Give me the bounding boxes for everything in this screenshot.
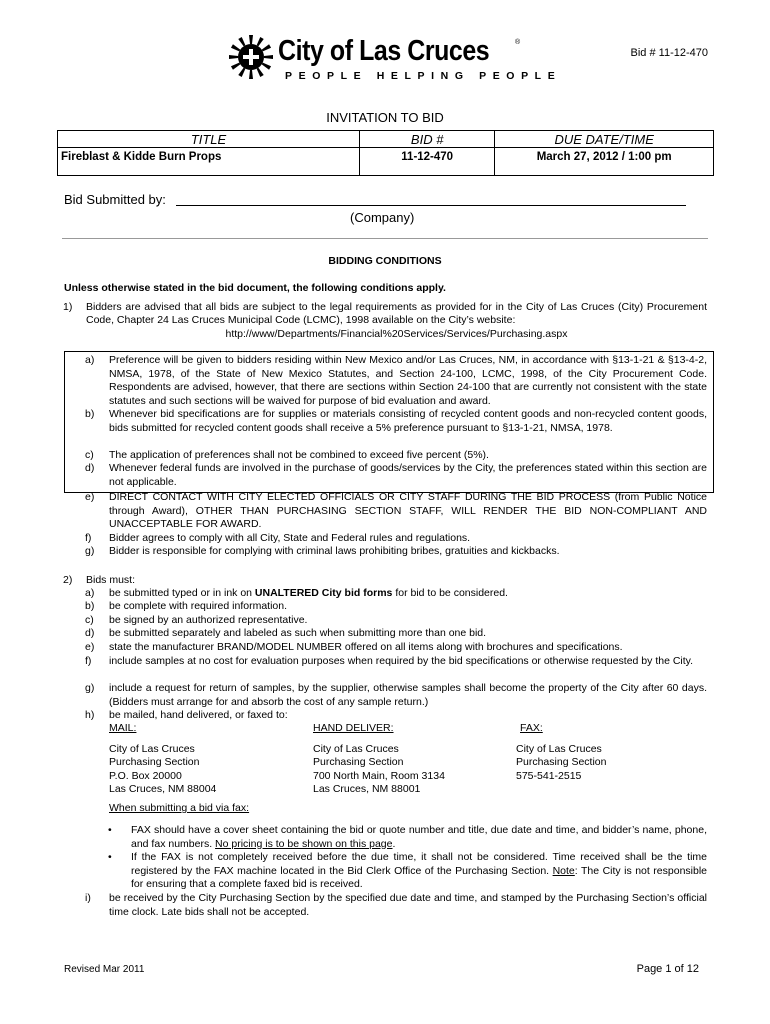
fax-line: 575-541-2515 xyxy=(516,770,582,782)
divider xyxy=(62,238,708,239)
logo-tagline: PEOPLE HELPING PEOPLE xyxy=(285,70,562,82)
list-item-label: c) xyxy=(85,449,94,461)
bid-number: Bid # 11-12-470 xyxy=(630,47,708,59)
list-item-label: e) xyxy=(85,641,95,653)
list-item: be complete with required information. xyxy=(109,600,288,612)
list-item-label: h) xyxy=(85,709,95,721)
list-item-label: d) xyxy=(85,627,95,639)
list-item-label: f) xyxy=(85,655,92,667)
fax-heading: FAX: xyxy=(520,722,543,734)
website-link[interactable]: http://www/Departments/Financial%20Services/Services/Purchasing.aspx xyxy=(225,328,568,340)
list-item-label: c) xyxy=(85,614,94,626)
due-date-header: DUE DATE/TIME xyxy=(495,131,714,148)
company-label: (Company) xyxy=(350,210,415,225)
bid-number-value: 11-12-470 xyxy=(360,148,495,176)
fax-line: Purchasing Section xyxy=(516,756,607,768)
list-item: include a request for return of samples, by the supplier, otherwise samples shall become the property of the City after 60 days. (Bidders must arrange for and absorb the cost of any sample return.) xyxy=(109,682,707,708)
footer-revision: Revised Mar 2011 xyxy=(64,964,145,975)
list-item: state the manufacturer BRAND/MODEL NUMBER offered on all items along with brochures and specifications. xyxy=(109,641,623,653)
section1-text: Bidders are advised that all bids are subject to the legal requirements as provided for in the City of Las Cruces (City) Procurement Code, Chapter 24 Las Cruces Municipal Code (LCMC), 1998 available on the City’s website: xyxy=(86,301,707,326)
table-row xyxy=(58,148,714,176)
mail-line: P.O. Box 20000 xyxy=(109,770,182,782)
list-item: DIRECT CONTACT WITH CITY ELECTED OFFICIALS OR CITY STAFF DURING THE BID PROCESS (from Public Notice through Award), OTHER THAN PURCHASING SECTION STAFF, WILL RENDER THE BID NON-COMPLIANT AND UNACCEPTABLE FOR AWARD. xyxy=(109,491,707,530)
bidding-conditions-heading: BIDDING CONDITIONS xyxy=(328,255,442,267)
list-item: be mailed, hand delivered, or faxed to: xyxy=(109,709,288,721)
city-logo xyxy=(228,34,562,84)
list-item-label: a) xyxy=(85,354,95,366)
hand-deliver-line: 700 North Main, Room 3134 xyxy=(313,770,445,782)
bid-header-table xyxy=(57,130,714,176)
section-number: 1) xyxy=(63,301,73,313)
list-item: Whenever bid specifications are for supplies or materials consisting of recycled content goods and non-recycled content goods, bids submitted for recycled content goods shall receive a 5% preference pursuant to §13-1-21, NMSA, 1978. xyxy=(109,408,707,434)
list-item: be submitted typed or in ink on UNALTERED City bid forms for bid to be considered. xyxy=(109,587,508,599)
list-item-label: b) xyxy=(85,408,95,420)
title-header: TITLE xyxy=(58,131,360,148)
mail-heading: MAIL: xyxy=(109,722,137,734)
bullet-icon: • xyxy=(108,824,112,836)
sun-logo-icon xyxy=(228,34,274,80)
mail-line: Purchasing Section xyxy=(109,756,200,768)
list-item-label: g) xyxy=(85,545,95,557)
section2-heading: Bids must: xyxy=(86,574,136,586)
list-item: The application of preferences shall not be combined to exceed five percent (5%). xyxy=(109,449,489,461)
list-item-label: f) xyxy=(85,532,92,544)
title-value: Fireblast & Kidde Burn Props xyxy=(58,148,360,176)
page-title: INVITATION TO BID xyxy=(326,110,444,125)
fax-instructions-heading: When submitting a bid via fax: xyxy=(109,802,250,814)
intro-text: Unless otherwise stated in the bid document, the following conditions apply. xyxy=(64,282,446,294)
page-number: Page 1 of 12 xyxy=(636,963,699,975)
list-item-label: d) xyxy=(85,462,95,474)
logo-registered-mark: ® xyxy=(515,39,521,46)
table-header-row xyxy=(58,131,714,148)
bid-number-header: BID # xyxy=(360,131,495,148)
list-item-label: i) xyxy=(85,892,91,904)
hand-deliver-line: Las Cruces, NM 88001 xyxy=(313,783,421,795)
list-item-label: b) xyxy=(85,600,95,612)
list-item: Whenever federal funds are involved in the purchase of goods/services by the City, the preferences stated within this section are not applicable. xyxy=(109,462,707,488)
list-item: Bidder is responsible for complying with criminal laws prohibiting bribes, gratuities and kickbacks. xyxy=(109,545,560,557)
mail-line: Las Cruces, NM 88004 xyxy=(109,783,217,795)
section-number: 2) xyxy=(63,574,73,586)
hand-deliver-line: Purchasing Section xyxy=(313,756,404,768)
list-item: Bidder agrees to comply with all City, State and Federal rules and regulations. xyxy=(109,532,471,544)
list-item: be submitted separately and labeled as such when submitting more than one bid. xyxy=(109,627,487,639)
mail-line: City of Las Cruces xyxy=(109,743,195,755)
list-item-label: a) xyxy=(85,587,95,599)
list-item-label: g) xyxy=(85,682,95,694)
fax-bullet: FAX should have a cover sheet containing the bid or quote number and title, due date and time, and bidder’s name, phone, and fax numbers. No pricing is to be shown on this page. xyxy=(131,824,707,850)
list-item: be signed by an authorized representative. xyxy=(109,614,308,626)
submitted-by-line[interactable] xyxy=(176,205,686,206)
list-item: be received by the City Purchasing Section by the specified due date and time, and stamped by the Purchasing Section’s official time clock. Late bids shall not be accepted. xyxy=(109,892,707,918)
fax-bullet: If the FAX is not completely received before the due time, it shall not be considered. Time received shall be the time registered by the FAX machine located in the Bid Clerk Office of the Purchasing Section. Note: The City is not responsible for ensuring that a complete faxed bid is received. xyxy=(131,851,708,890)
list-item: Preference will be given to bidders residing within New Mexico and/or Las Cruces, NM, in accordance with §13-1-21 & §13-4-2, NMSA, 1978, of the State of New Mexico Statutes, and Section 24-100, LCMC, 1998, of the City Procurement Code. Respondents are advised, however, that there are sections within Section 24-100 that are currently not consistent with the state statutes and such sections will be waived for purpose of bid evaluation and award. xyxy=(109,354,707,407)
hand-deliver-heading: HAND DELIVER: xyxy=(313,722,394,734)
submitted-by-label: Bid Submitted by: xyxy=(64,192,166,207)
list-item: include samples at no cost for evaluation purposes when required by the bid specifications or otherwise requested by the City. xyxy=(109,655,694,667)
fax-line: City of Las Cruces xyxy=(516,743,602,755)
hand-deliver-line: City of Las Cruces xyxy=(313,743,399,755)
list-item-label: e) xyxy=(85,491,95,503)
due-date-value: March 27, 2012 / 1:00 pm xyxy=(495,148,714,176)
logo-name: City of Las Cruces xyxy=(278,35,490,67)
bullet-icon: • xyxy=(108,851,112,863)
